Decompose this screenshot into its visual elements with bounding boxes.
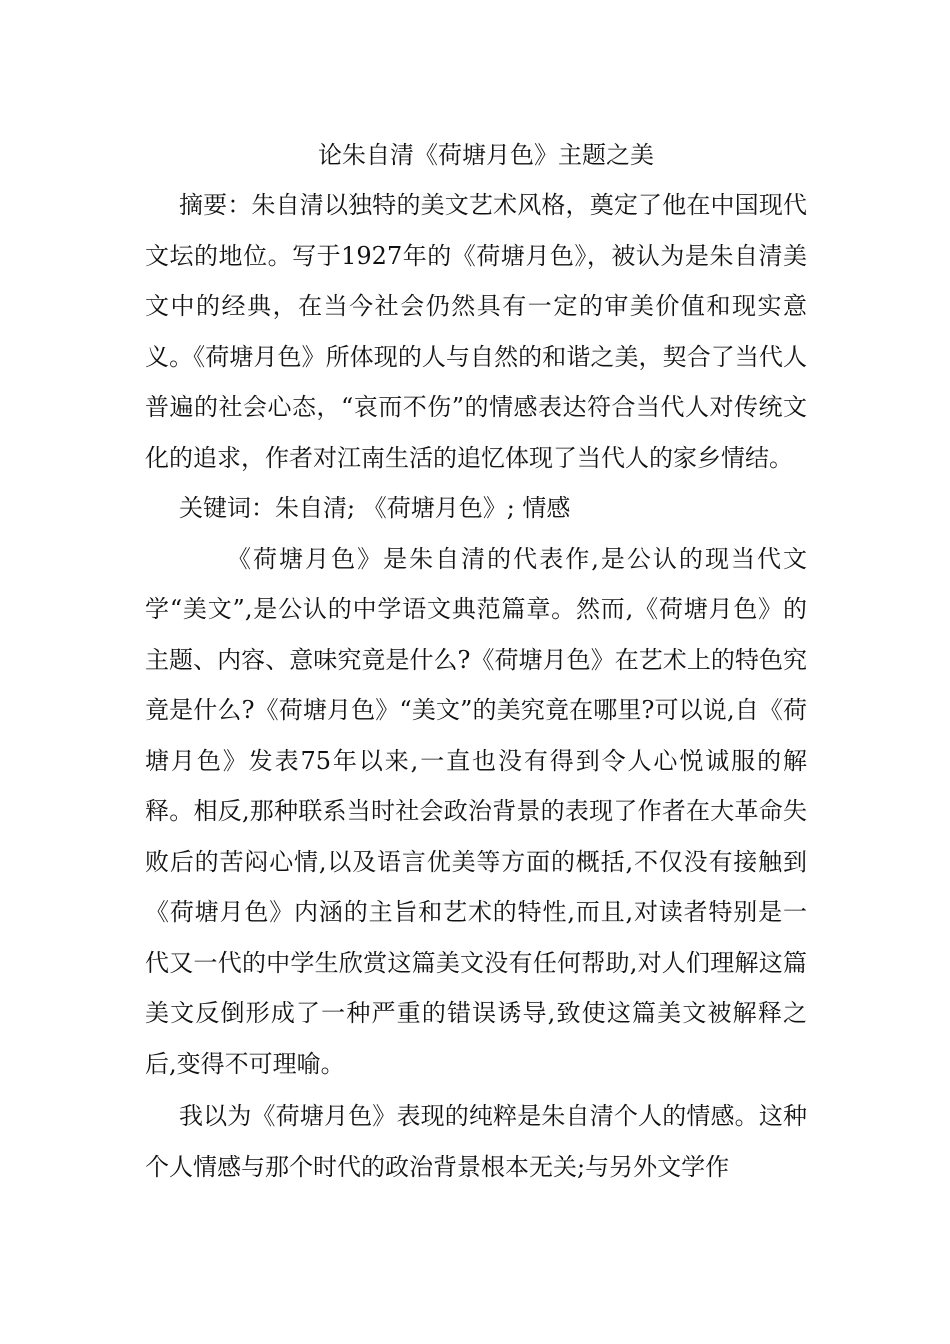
document-title: 论朱自清《荷塘月色》主题之美 [318, 141, 654, 169]
abstract-paragraph: 摘要：朱自清以独特的美文艺术风格，奠定了他在中国现代文坛的地位。写于1927年的《荷塘月色》，被认为是朱自清美文中的经典，在当今社会仍然具有一定的审美价值和现实意义。《荷塘月色》所体现的人与自然的和谐之美，契合了当代人普遍的社会心态，“哀而不伤”的情感表达符合当代人对传统文化的追求，作者对江南生活的追忆体现了当代人的家乡情结。 [145, 191, 807, 472]
document-body [145, 130, 807, 1192]
body-paragraph-2: 我以为《荷塘月色》表现的纯粹是朱自清个人的情感。这种个人情感与那个时代的政治背景根本无关;与另外文学作 [145, 1102, 807, 1181]
keywords-line: 关键词：朱自清; 《荷塘月色》; 情感 [179, 494, 571, 522]
body-paragraph-1: 《荷塘月色》是朱自清的代表作,是公认的现当代文学“美文”,是公认的中学语文典范篇章。然而,《荷塘月色》的主题、内容、意味究竟是什么?《荷塘月色》在艺术上的特色究竟是什么?《荷塘月色》“美文”的美究竟在哪里?可以说,自《荷塘月色》发表75年以来,一直也没有得到令人心悦诚服的解释。相反,那种联系当时社会政治背景的表现了作者在大革命失败后的苦闷心情,以及语言优美等方面的概括,不仅没有接触到《荷塘月色》内涵的主旨和艺术的特性,而且,对读者特别是一代又一代的中学生欣赏这篇美文没有任何帮助,对人们理解这篇美文反倒形成了一种严重的错误诱导,致使这篇美文被解释之后,变得不可理喻。 [145, 544, 807, 1078]
